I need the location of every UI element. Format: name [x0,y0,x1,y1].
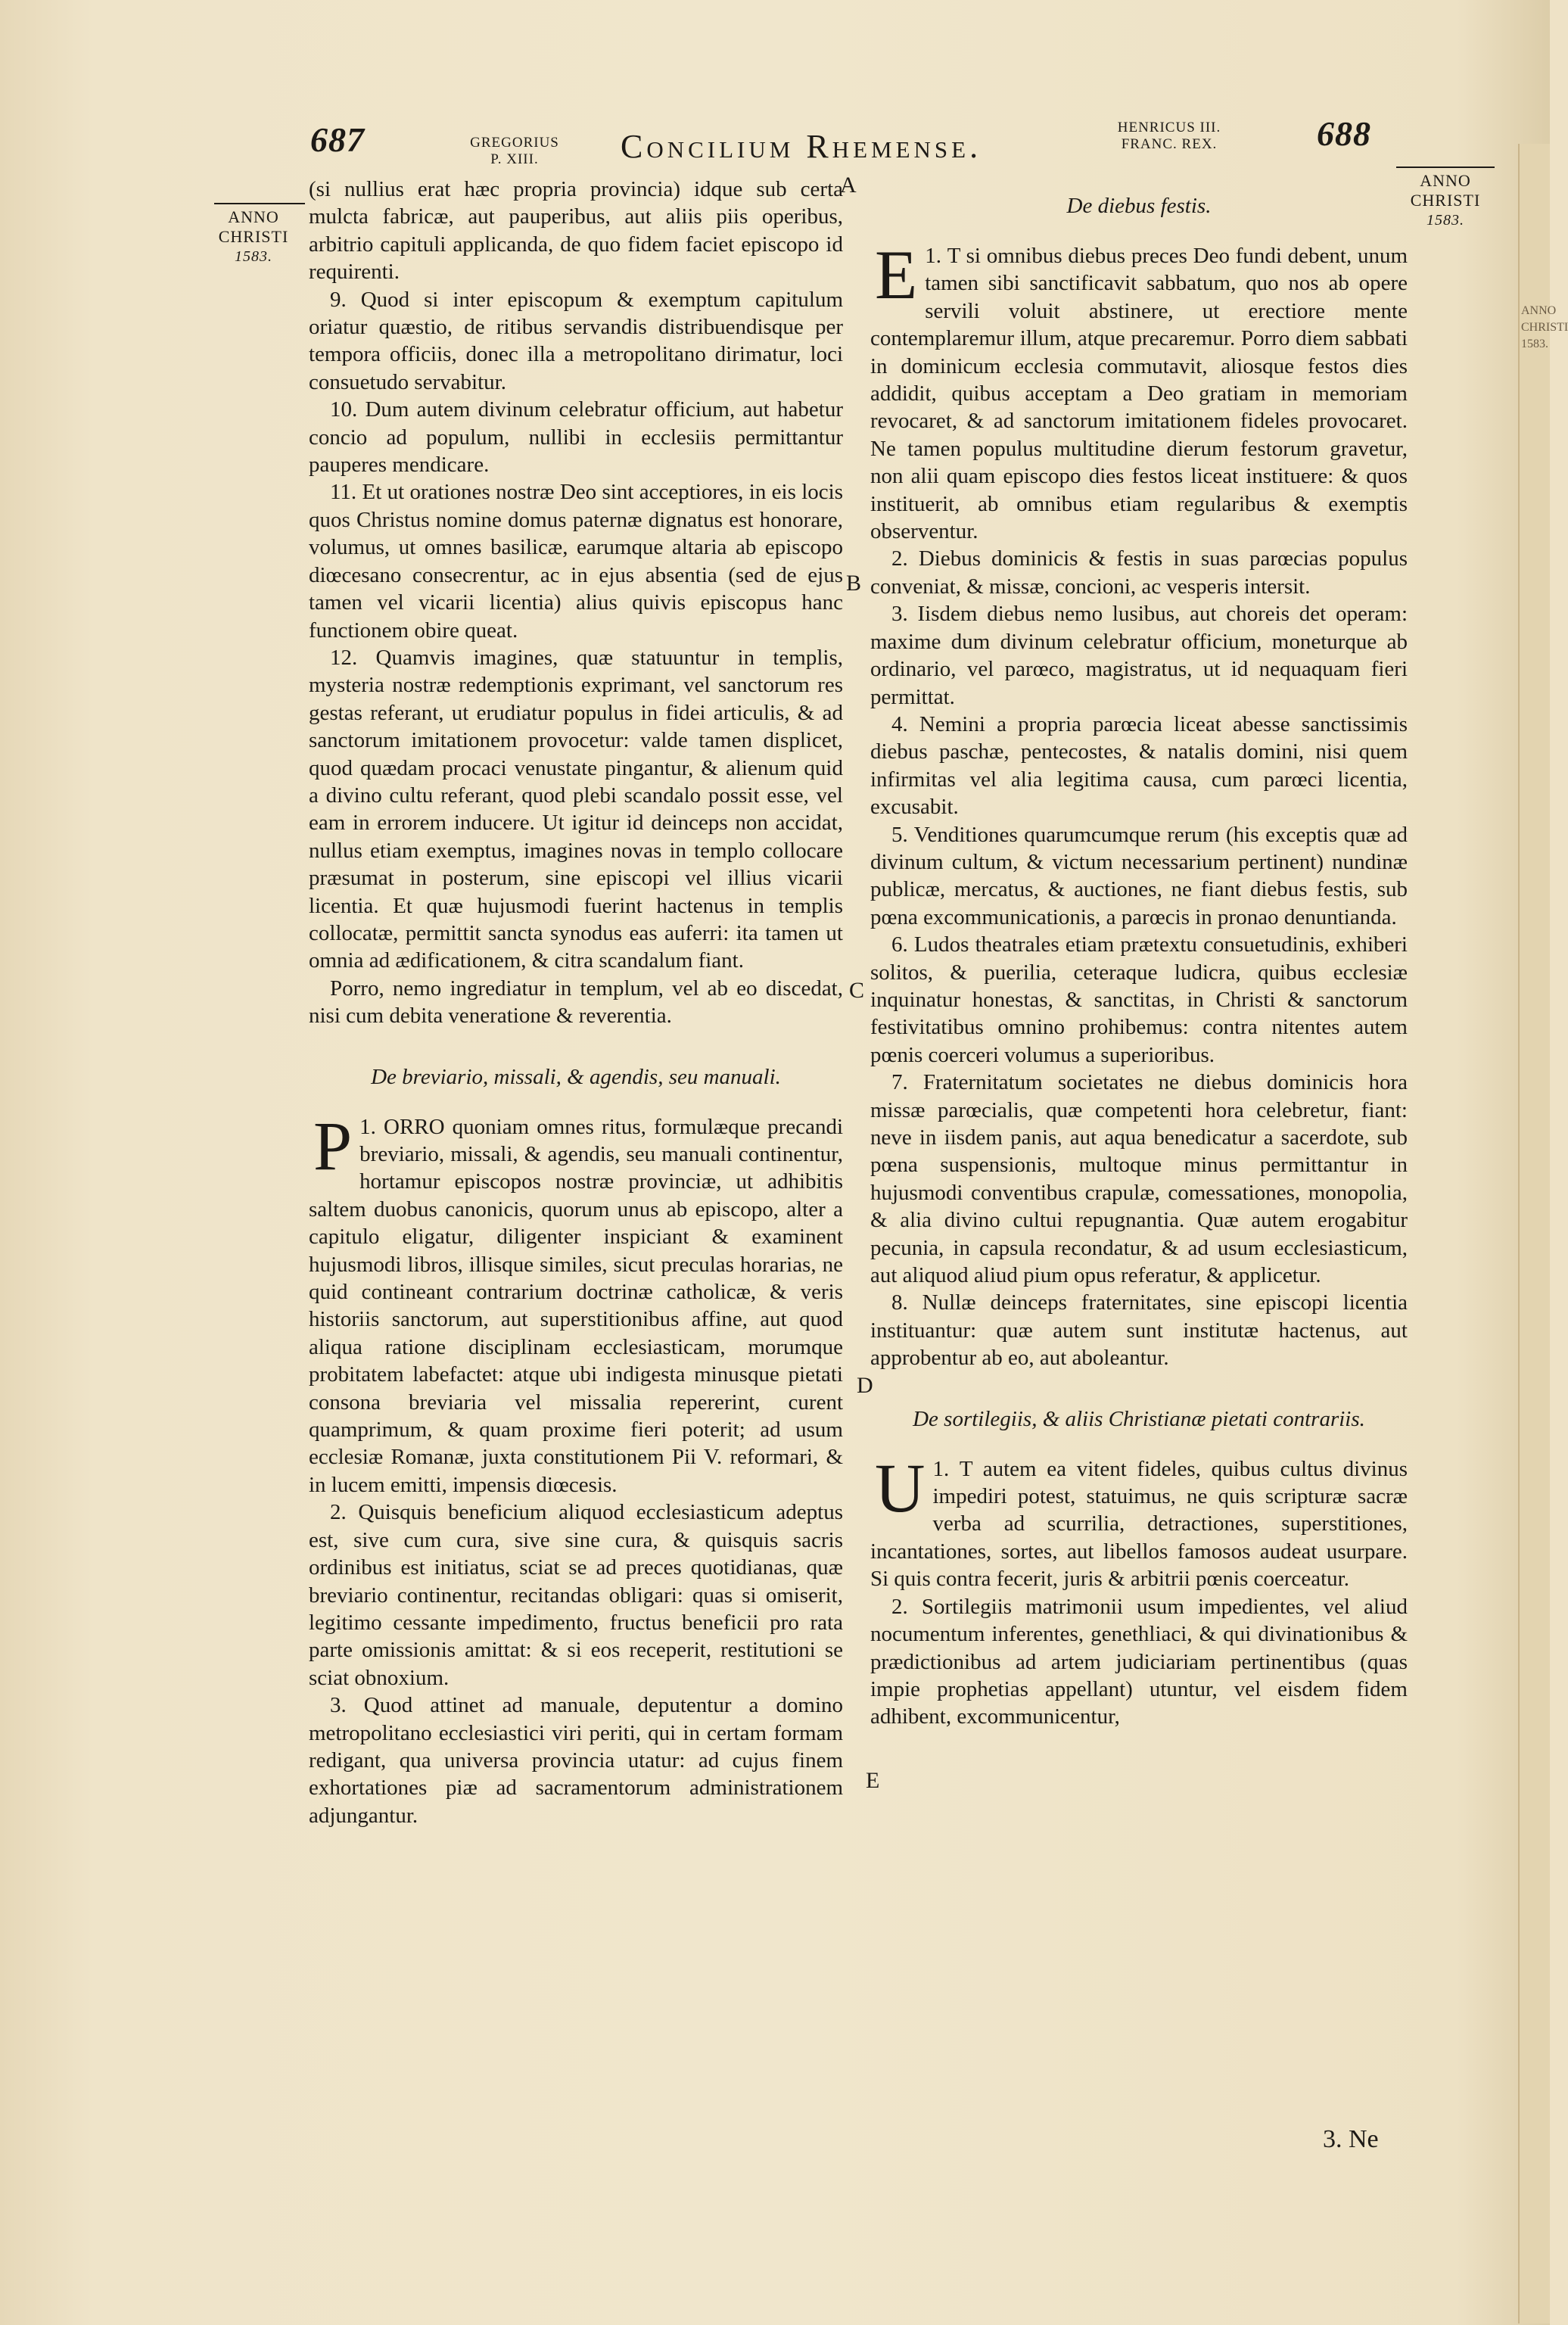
paragraph-with-drop-cap [870,236,1408,545]
paragraph: 4. Nemini a propria parœcia liceat abesse sanctissimis diebus paschæ, pentecostes, & natalis domini, nisi quem infirmitas vel alia legitima causa, cum parœci licentia, excusabit. [870,711,1408,820]
running-head-left [450,135,579,168]
paragraph: 3. Iisdem diebus nemo lusibus, aut choreis det operam: maxime dum divinum celebratur officium, moneturque ab ordinario, vel parœco, magistratus, ut id nequaquam fieri permittat. [870,602,1408,709]
paragraph-number: 1. [359,1114,376,1139]
catchword: 3. Ne [1323,2125,1379,2153]
running-head-left-line1: GREGORIUS [470,135,559,151]
margin-note-rule [1396,167,1495,168]
page-number-left: 687 [310,120,365,159]
paragraph: 8. Nullæ deinceps fraternitates, sine episcopi licentia instituantur: quæ autem sunt institutæ hactenus, aut approbentur ab eo, aut aboleantur. [870,1290,1408,1371]
paragraph: Porro, nemo ingrediatur in templum, vel ab eo discedat, nisi cum debita veneratione & reverentia. [309,976,843,1029]
drop-cap: U [875,1449,926,1527]
paragraph-with-drop-cap [309,1106,843,1499]
adjacent-page-edge [1518,144,1568,2323]
margin-christi-label: CHRISTI [1410,191,1481,210]
adjacent-page-edge-text: ANNO CHRISTI 1583. [1521,304,1568,350]
section-marker-a: A [840,173,857,198]
running-head-left-line2: P. XIII. [490,151,539,167]
paragraph: 11. Et ut orationes nostræ Deo sint acceptiores, in eis locis quos Christus nomine domus paternæ dignatus est honorare, volumus, ut omnes basilicæ, earumque altaria ab episcopo diœcesano consecrentur, ac in ejus absentia (sed de ejus tamen vel vicarii licentia) alius quivis episcopus hanc functionem obire queat. [309,480,843,643]
section-heading: De diebus festis. [1066,194,1212,218]
text-column-left [309,176,843,1829]
running-head-right-line1: HENRICUS III. [1117,120,1221,135]
drop-cap: E [875,236,918,313]
paragraph-text: T si omnibus diebus preces Deo fundi debent, unum tamen sibi sanctificavit sabbatum, quo nos ab opere servili voluit abstinere, ut erectiore mente contemplaremur illum, atque precaremur. Porro diem sabbati in dominicum ecclesia commutavit, aliosque festos dies addidit, quibus acceptam a Deo gratiam in memoriam revocaret, & ad sanctorum imitationem fideles provocaret. Ne tamen populus multitudine dierum festorum gravetur, non alii quam episcopo dies festos liceat instituere: & quos instituerit, ab omnibus etiam regularibus & exemptis observentur. [870,244,1408,544]
paragraph: 2. Diebus dominicis & festis in suas parœcias populus conveniat, & missæ, concioni, ac vesperis intersit. [870,546,1408,599]
paragraph: 2. Sortilegiis matrimonii usum impedientes, vel aliud nocumentum inferentes, genethliaci, & qui divinationibus & prædictionibus ad artem judiciariam pertinentibus (quas impie prophetias appellant) utuntur, vel eisdem fidem adhibent, excommunicentur, [870,1594,1408,1729]
paragraph: (si nullius erat hæc propria provincia) idque sub certa mulcta fabricæ, aut pauperibus, aut aliis piis operibus, arbitrio capituli applicanda, de quo fidem faciet episcopo id requirenti. [309,177,843,285]
margin-year: 1583. [1426,212,1464,229]
margin-note-right [1396,167,1495,230]
margin-christi-label: CHRISTI [218,227,289,246]
section-marker-d: D [857,1373,873,1398]
paragraph: 2. Quisquis beneficium aliquod ecclesiasticum adeptus est, sive cum cura, sive sine cura, & quisquis sacris ordinibus est initiatus, sciat se ad preces quotidianas, quæ breviario continentur, recitandas obligari: quas si omiserit, legitimo cessante impedimento, fructus beneficii pro rata parte omissionis amittat: & si eos receperit, restitutioni se sciat obnoxium. [309,1500,843,1690]
paragraph: 5. Venditiones quarumcumque rerum (his exceptis quæ ad divinum cultum, & victum necessarium pertinent) nundinæ publicæ, mercatus, & auctiones, ne fiant diebus festis, sub pœna excommunicationis, a parœcis in pronao denuntianda. [870,822,1408,929]
paragraph-with-drop-cap [870,1449,1408,1593]
paragraph: 9. Quod si inter episcopum & exemptum capitulum oriatur quæstio, de ritibus servandis distribuendisque per tempora officiis, donec illa a metropolitano dirimatur, loci consuetudo servabitur. [309,287,843,394]
paragraph-number: 1. [932,1456,950,1481]
paragraph: 6. Ludos theatrales etiam prætextu consuetudinis, exhiberi solitos, & puerilia, ceteraque ludicra, quibus ecclesiæ inquinatur honestas, & sanctitas, in Christi & sanctorum festivitatibus omnino prohibemus: contra nitentes autem pœnis coerceri volumus a superioribus. [870,932,1408,1067]
section-heading: De sortilegiis, & aliis Christianæ pietati contrariis. [913,1406,1365,1431]
section-marker-b: B [846,571,862,596]
paragraph: 7. Fraternitatum societates ne diebus dominicis hora missæ parœcialis, quæ competenti hora celebretur, fiant: neve in iisdem panis, aut aqua benedicatur a sacerdote, sub pœna suspensionis, multoque minus permittantur in hujusmodi conventibus crapulæ, comessationes, monopolia, & alia divino cultui repugnantia. Quæ autem erogabitur pecunia, in capsula recondatur, & ad usum ecclesiasticum, aut aliquod aliud pium opus referatur, & applicetur. [870,1070,1408,1288]
page-title: Concilium Rhemense. [621,128,982,165]
page-number-right: 688 [1317,114,1371,153]
section-heading: De breviario, missali, & agendis, seu manuali. [371,1064,781,1089]
margin-note-rule [214,203,305,204]
margin-note-left [201,203,306,266]
paragraph-number: 1. [925,244,941,268]
section-marker-e: E [866,1768,880,1793]
paragraph: 12. Quamvis imagines, quæ statuuntur in templis, mysteria nostræ redemptionis exprimant, vel sanctorum res gestas referant, ut erudiatur populus in fidei articulis, & ad sanctorum imitationem provocetur: valde tamen displicet, quod quædam procaci venustate pingantur, & alienum quid a divino cultu referant, quod plebi scandalo possit esse, vel eam in errorem inducere. Ut igitur id deinceps non accidat, nullus etiam exemptus, imagines novas in templo collocare præsumat in posterum, sine episcopi vel illius vicarii licentia. Et quæ hujusmodi fuerint hactenus in templis collocatæ, permittit sancta synodus eas auferri: ita tamen ut omnia ad ædificationem, & citra scandalum fiant. [309,645,843,973]
section-marker-c: C [849,978,865,1003]
text-column-right [870,176,1408,1731]
margin-year: 1583. [235,248,272,265]
running-head-right [1094,120,1245,153]
paragraph: 10. Dum autem divinum celebratur officium, aut habetur concio ad populum, nullibi in ecclesiis permittantur pauperes mendicare. [309,397,843,478]
running-head-right-line2: FRANC. REX. [1121,136,1218,152]
paragraph-text: T autem ea vitent fideles, quibus cultus divinus impediri potest, statuimus, ne quis scripturæ sacræ verba ad scurrilia, detractiones, superstitiones, incantationes, sortes, aut libellos famosos audeat usurpare. Si quis contra fecerit, juris & arbitrii pœnis coerceatur. [870,1456,1408,1592]
margin-anno-label: ANNO [228,207,279,226]
paragraph-text: ORRO quoniam omnes ritus, formulæque precandi breviario, missali, & agendis, seu manuali continentur, hortamur episcopos nostræ provinciæ, ut adhibitis saltem duobus canonicis, quorum unus ab episcopo, alter a capitulo eligatur, diligenter inspiciant & examinent hujusmodi libros, illisque similes, sicut preculas horarias, ne quid contineant contrarium doctrinæ catholicæ, & veris historiis sanctorum, aut superstitionibus affine, aut quod aliqua ratione disciplinam ecclesiasticam, morumque probitatem labefactet: atque ubi indigesta minusque pietati consona breviaria vel missalia repererint, curent quamprimum, & quam proxime fieri poterit; ad usum ecclesiæ Romanæ, juxta constitutionem Pii V. reformari, & in lucem emitti, impensis diœcesis. [309,1114,843,1497]
margin-anno-label: ANNO [1420,171,1471,190]
running-header [0,114,1550,174]
drop-cap: P [313,1106,353,1184]
paragraph: 3. Quod attinet ad manuale, deputentur a domino metropolitano ecclesiastici viri periti, qui in certam formam redigant, qua universa provincia utatur: ad cujus finem exhortationes piæ ad sacramentorum administrationem adjungantur. [309,1693,843,1828]
